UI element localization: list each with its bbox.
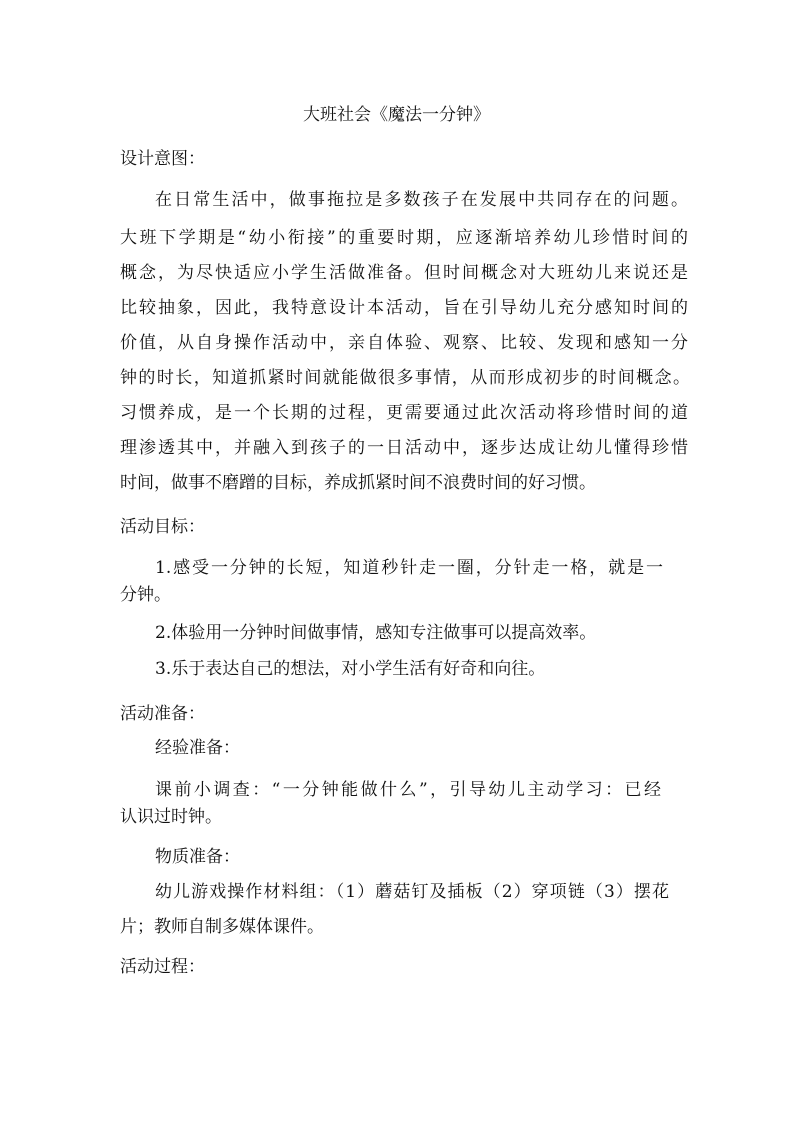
goal-2: 2.体验用一分钟时间做事情，感知专注做事可以提高效率。 xyxy=(155,623,597,643)
design-intent-heading: 设计意图： xyxy=(120,149,205,169)
goal-1-line-1: 1.感受一分钟的长短，知道秒针走一圈，分针走一格，就是一 xyxy=(155,558,663,578)
goal-1-line-2: 分钟。 xyxy=(120,585,171,605)
experience-prep-line-2: 认识过时钟。 xyxy=(120,807,222,827)
design-intent-line-8: 理渗透其中，并融入到孩子的一日活动中，逐步达成让幼儿懂得珍惜 xyxy=(120,438,688,458)
material-prep-line-2: 片；教师自制多媒体课件。 xyxy=(120,917,324,937)
goal-3: 3.乐于表达自己的想法，对小学生活有好奇和向往。 xyxy=(155,659,546,679)
design-intent-line-5: 价值，从自身操作活动中，亲自体验、观察、比较、发现和感知一分 xyxy=(120,333,688,353)
design-intent-line-6: 钟的时长，知道抓紧时间就能做很多事情，从而形成初步的时间概念。 xyxy=(120,368,690,388)
experience-prep-heading: 经验准备： xyxy=(155,738,240,758)
design-intent-line-1: 在日常生活中，做事拖拉是多数孩子在发展中共同存在的问题。 xyxy=(155,190,688,210)
document-title: 大班社会《魔法一分钟》 xyxy=(303,105,490,125)
process-heading: 活动过程： xyxy=(120,957,205,977)
preparation-heading: 活动准备： xyxy=(120,704,205,724)
goals-heading: 活动目标： xyxy=(120,517,205,537)
design-intent-line-7: 习惯养成，是一个长期的过程，更需要通过此次活动将珍惜时间的道 xyxy=(120,403,688,423)
material-prep-line-1: 幼儿游戏操作材料组：（1）蘑菇钉及插板（2）穿项链（3）摆花 xyxy=(155,882,669,902)
material-prep-heading: 物质准备： xyxy=(155,847,240,867)
design-intent-line-3: 概念，为尽快适应小学生活做准备。但时间概念对大班幼儿来说还是 xyxy=(120,263,688,283)
design-intent-line-4: 比较抽象，因此，我特意设计本活动，旨在引导幼儿充分感知时间的 xyxy=(120,298,688,318)
design-intent-line-9: 时间，做事不磨蹭的目标，养成抓紧时间不浪费时间的好习惯。 xyxy=(120,473,596,493)
design-intent-line-2: 大班下学期是“幼小衔接”的重要时期，应逐渐培养幼儿珍惜时间的 xyxy=(120,228,688,248)
experience-prep-line-1: 课前小调查：“一分钟能做什么”，引导幼儿主动学习：已经 xyxy=(155,780,661,800)
